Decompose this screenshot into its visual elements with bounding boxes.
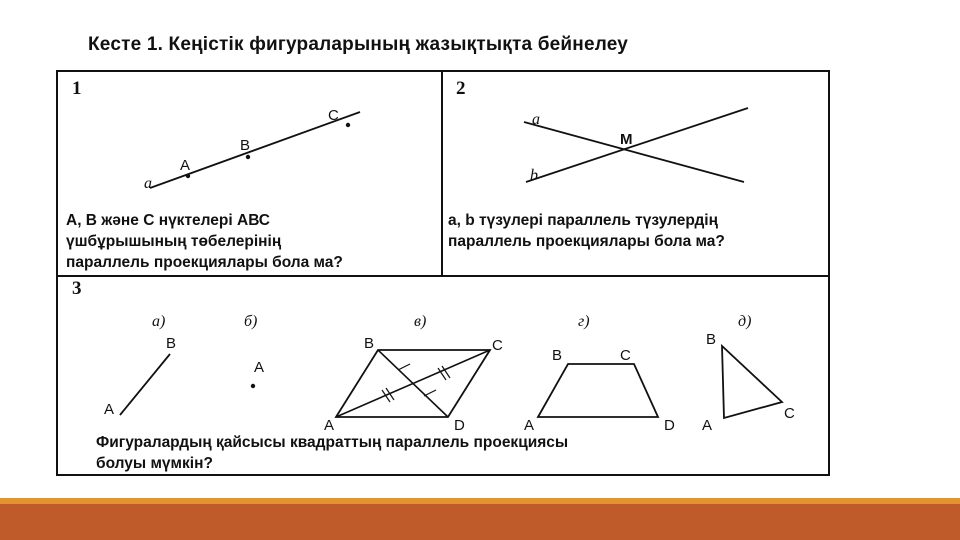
option-d-vertex-B: B (706, 331, 717, 348)
option-d-triangle (722, 346, 782, 418)
cell-2-figure (524, 108, 748, 184)
option-g-vertex-C: C (620, 347, 631, 364)
label-C: C (328, 107, 339, 124)
label-A: A (180, 157, 191, 174)
option-g-label: г) (578, 313, 590, 330)
option-v-vertex-B: B (364, 335, 375, 352)
label-B: B (240, 137, 251, 154)
option-g-vertex-D: D (664, 417, 675, 434)
cell-1-question-line: параллель проекциялары бола ма? (66, 254, 343, 271)
option-d-vertex-C: C (784, 405, 795, 422)
figure-table (56, 70, 830, 476)
cell-2-number: 2 (456, 78, 466, 99)
cell-3-figures (104, 313, 795, 434)
option-a-vertex-B: B (166, 335, 177, 352)
point-A (186, 174, 190, 178)
label-a: a (144, 175, 152, 192)
option-b-vertex-A: A (254, 359, 265, 376)
cell-3-question-line: Фигуралардың қайсысы квадраттың параллель проекциясы (96, 434, 569, 451)
cell-1-number: 1 (72, 78, 82, 99)
option-b-point (251, 384, 255, 388)
option-g-vertex-B: B (552, 347, 563, 364)
line-b-2 (526, 108, 748, 182)
figure-drawings (58, 72, 828, 474)
cell-2-question-line: параллель проекциялары бола ма? (448, 233, 725, 250)
option-v-label: в) (414, 313, 427, 330)
point-C (346, 123, 350, 127)
option-v-vertex-D: D (454, 417, 465, 434)
page-title: Кесте 1. Кеңістік фигураларының жазықтықта бейнелеу (88, 34, 629, 55)
footer-bar (0, 504, 960, 540)
option-d-label: д) (738, 313, 752, 330)
option-g-vertex-A: A (524, 417, 535, 434)
point-B (246, 155, 250, 159)
label-M: M (620, 131, 633, 148)
line-a-2 (524, 122, 744, 182)
cell-2-question-line: a, b түзулері параллель түзулердің (448, 212, 718, 229)
option-v-vertex-A: A (324, 417, 335, 434)
option-a-segment (120, 354, 170, 415)
option-b-label: б) (244, 313, 258, 330)
option-a-vertex-A: A (104, 401, 115, 418)
cell-1-question-line: А, В және С нүктелері АВС (66, 212, 270, 229)
cell-1-figure (144, 107, 360, 192)
label-b-2: b (530, 167, 538, 184)
option-v-diagonal-bd (378, 350, 448, 417)
cell-3-question-line: болуы мүмкін? (96, 455, 213, 472)
cell-1-question-line: үшбұрышының төбелерінің (66, 233, 282, 250)
cell-3-number: 3 (72, 278, 82, 299)
option-a-label: а) (152, 313, 166, 330)
label-a-2: a (532, 111, 540, 128)
option-d-vertex-A: A (702, 417, 713, 434)
option-g-trapezoid (538, 364, 658, 417)
option-v-vertex-C: C (492, 337, 503, 354)
